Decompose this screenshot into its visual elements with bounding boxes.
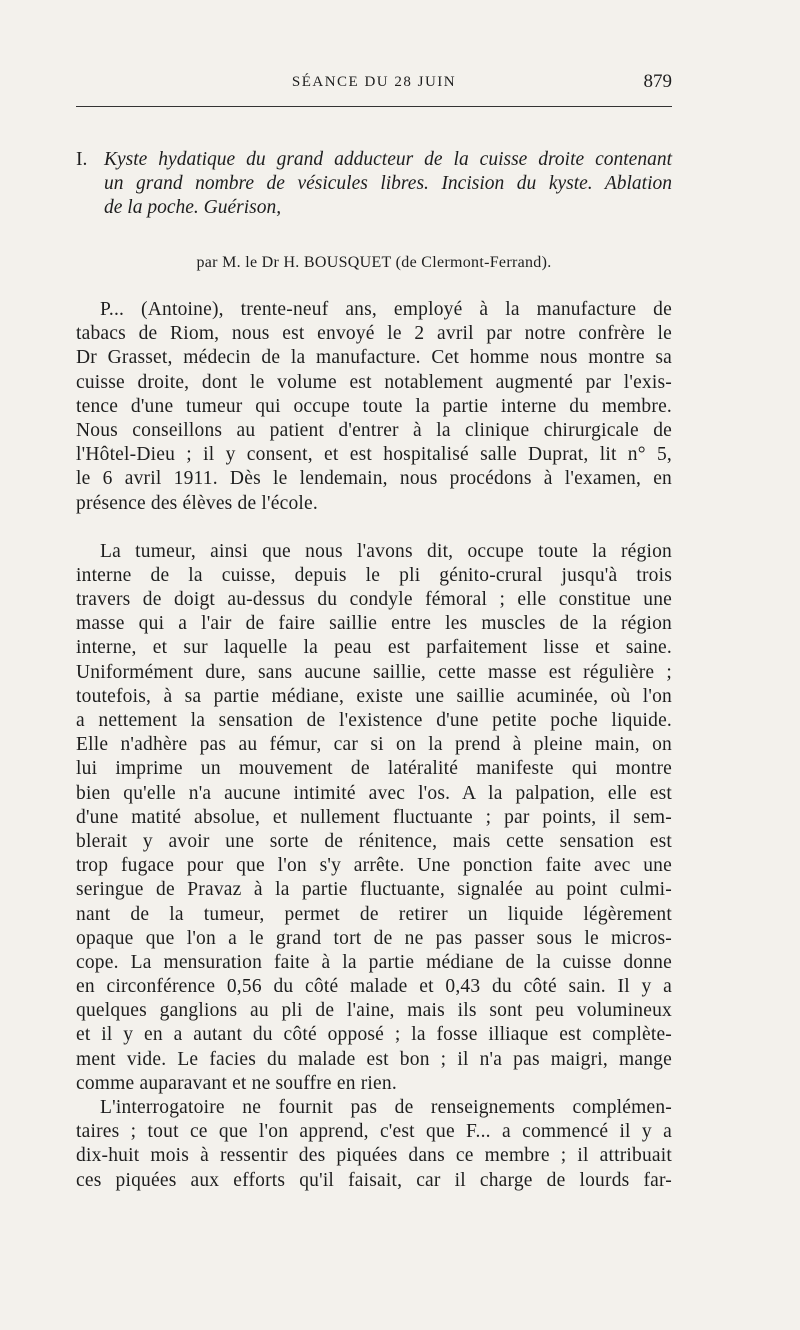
text-line: taires ; tout ce que l'on apprend, c'est que F... a commencé il y a: [76, 1121, 672, 1143]
text-line: tence d'une tumeur qui occupe toute la partie interne du membre.: [76, 395, 672, 417]
article-number: I.: [76, 149, 88, 170]
header-rule: [76, 106, 672, 107]
text-line: quelques ganglions au pli de l'aine, mais ils sont peu volumineux: [76, 1000, 672, 1022]
text-line: dix-huit mois à ressentir des piquées dans ce membre ; il attribuait: [76, 1145, 672, 1167]
text-line: trop fugace pour que l'on s'y arrête. Une ponction faite avec une: [76, 855, 672, 877]
text-line: a nettement la sensation de l'existence d'une petite poche liquide.: [76, 710, 672, 731]
article-title: [76, 148, 672, 221]
text-line: le 6 avril 1911. Dès le lendemain, nous procédons à l'examen, en: [76, 468, 672, 490]
text-line: cope. La mensuration faite à la partie médiane de la cuisse donne: [76, 951, 672, 973]
text-line: comme auparavant et ne souffre en rien.: [76, 1072, 397, 1094]
text-line: l'Hôtel-Dieu ; il y consent, et est hospitalisé salle Duprat, lit n° 5,: [76, 444, 672, 466]
paragraph: [76, 1096, 672, 1193]
text-line: Dr Grasset, médecin de la manufacture. Cet homme nous montre sa: [76, 347, 672, 369]
text-line: et il y en a autant du côté opposé ; la fosse illiaque est complète-: [76, 1024, 672, 1046]
page-number: 879: [643, 71, 672, 92]
article-body: [76, 298, 672, 1193]
text-line: blerait y avoir une sorte de rénitence, mais cette sensation est: [76, 830, 672, 852]
text-line: La tumeur, ainsi que nous l'avons dit, occupe toute la région: [100, 540, 672, 562]
text-line: interne, et sur laquelle la peau est parfaitement lisse et saine.: [76, 637, 672, 659]
paragraph: [76, 540, 672, 1096]
text-line: cuisse droite, dont le volume est notablement augmenté par l'exis-: [76, 371, 672, 393]
text-line: masse qui a l'air de faire saillie entre les muscles de la région: [76, 613, 672, 635]
article-title-text: de la poche. Guérison,: [104, 197, 282, 219]
text-line: en circonférence 0,56 du côté malade et 0,43 du côté sain. Il y a: [76, 976, 672, 998]
running-header-title: SÉANCE DU 28 JUIN: [291, 74, 457, 90]
article-author: par M. le Dr H. BOUSQUET (de Clermont-Ferrand).: [196, 254, 552, 271]
text-line: travers de doigt au-dessus du condyle fémoral ; elle constitue une: [76, 589, 672, 611]
article-title-text: Kyste hydatique du grand adducteur de la cuisse droite contenant: [104, 149, 672, 170]
text-line: P... (Antoine), trente-neuf ans, employé à la manufacture de: [100, 299, 672, 320]
text-line: ces piquées aux efforts qu'il faisait, car il charge de lourds far-: [76, 1169, 672, 1191]
text-line: Uniformément dure, sans aucune saillie, cette masse est régulière ;: [76, 661, 672, 683]
article-title-line: [76, 196, 672, 220]
text-line: seringue de Pravaz à la partie fluctuante, signalée au point culmi-: [76, 879, 672, 901]
text-line: Nous conseillons au patient d'entrer à la clinique chirurgicale de: [76, 419, 672, 441]
text-line: ment vide. Le facies du malade est bon ; il n'a pas maigri, mange: [76, 1048, 672, 1070]
text-line: opaque que l'on a le grand tort de ne pas passer sous le micros-: [76, 927, 672, 949]
text-line: lui imprime un mouvement de latéralité manifeste qui montre: [76, 758, 672, 780]
article-title-text: un grand nombre de vésicules libres. Incision du kyste. Ablation: [104, 173, 672, 195]
text-line: toutefois, à sa partie médiane, existe une saillie acuminée, où l'on: [76, 685, 672, 707]
text-line: d'une matité absolue, et nullement fluctuante ; par points, il sem-: [76, 806, 672, 828]
paragraph: [76, 298, 672, 516]
paragraph-gap: [76, 516, 672, 540]
text-line: tabacs de Riom, nous est envoyé le 2 avril par notre confrère le: [76, 323, 672, 345]
article-title-line: [76, 172, 672, 196]
text-line: L'interrogatoire ne fournit pas de renseignements complémen-: [100, 1097, 672, 1118]
text-line: Elle n'adhère pas au fémur, car si on la prend à pleine main, on: [76, 734, 672, 756]
text-line: présence des élèves de l'école.: [76, 492, 318, 514]
text-line: bien qu'elle n'a aucune intimité avec l'os. A la palpation, elle est: [76, 782, 672, 804]
article-title-line: [76, 148, 672, 172]
text-line: interne de la cuisse, depuis le pli génito-crural jusqu'à trois: [76, 564, 672, 586]
running-header: [76, 68, 672, 96]
text-line: nant de la tumeur, permet de retirer un liquide légèrement: [76, 903, 672, 925]
